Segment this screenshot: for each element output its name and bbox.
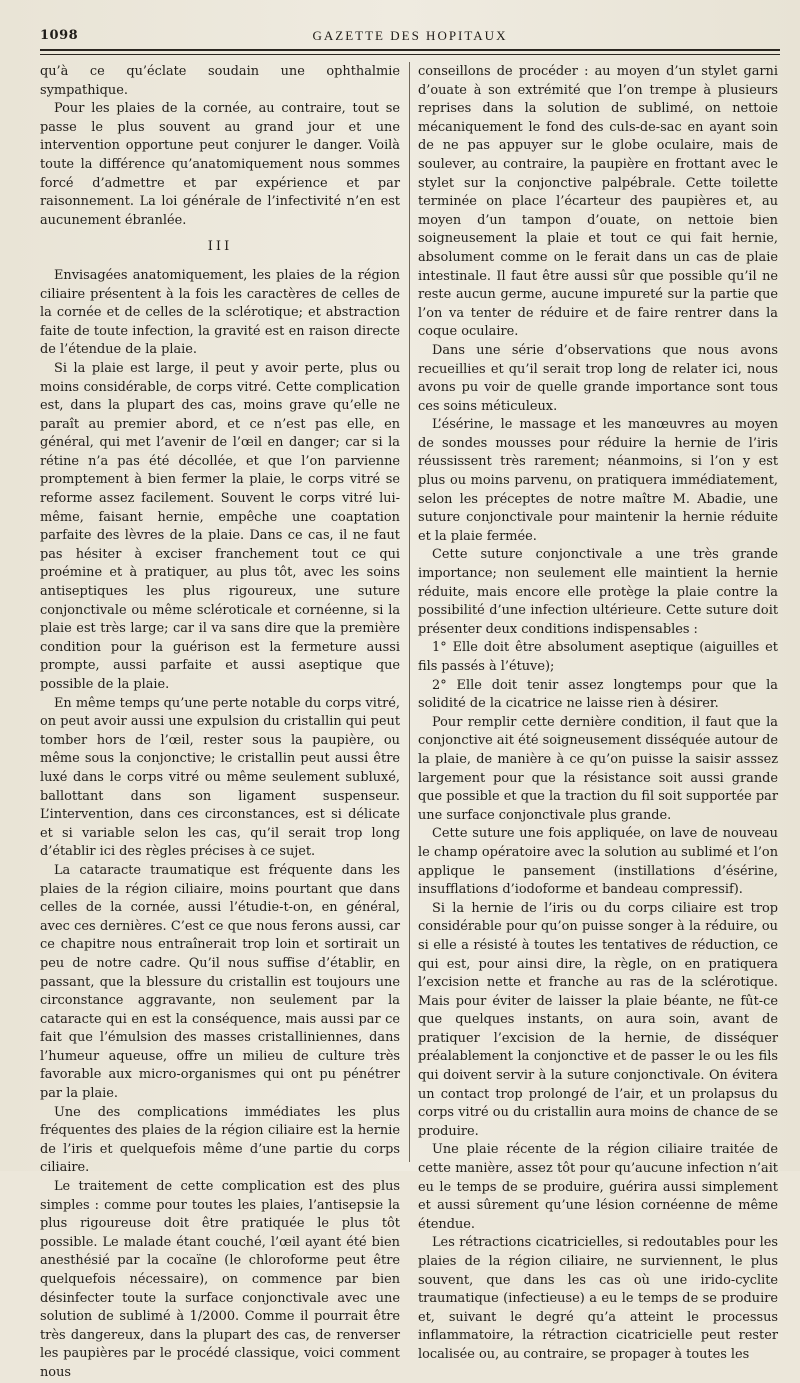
paragraph: conseillons de procéder : au moyen d’un stylet garni d’ouate à son extrémité que l’on trempe à plusieurs reprises dans la solution de sublimé, on nettoie mécaniquement le fond des culs-de-sac en ayant soin de ne pas appuyer sur le globe oculaire, mais de soulever, au contraire, la paupière en frottant avec le stylet sur la conjonctive palpébrale. Cette toilette terminée on place l’écarteur des paupières et, au moyen d’un tampon d’ouate, on nettoie bien soigneusement la plaie et tout ce qui fait hernie, absolument comme on le ferait dans un cas de plaie intestinale. Il faut être aussi sûr que possible qu’il ne reste aucun germe, aucune impureté sur la partie que l’on va tenter de réduire et de faire rentrer dans la coque oculaire.	[418, 64, 778, 340]
paragraph: Envisagées anatomiquement, les plaies de la région ciliaire présentent à la fois les caractères de celles de la cornée et de celles de la sclérotique; et abstraction faite de toute infection, la gravité est en raison directe de l’étendue de la plaie.	[40, 267, 400, 358]
paragraph: Le traitement de cette complication est des plus simples : comme pour toutes les plaies, l’antisepsie la plus rigoureuse doit être pratiquée le plus tôt possible. Le malade étant couché, l’œil ayant été bien anesthésié par la cocaïne (le chloroforme peut être quelquefois nécessaire), on commence par bien désinfecter toute la surface conjonctivale avec une solution de sublimé à 1/2000. Comme il pourrait être très dangereux, dans la plupart des cas, de renverser les paupières par le procédé classique, voici comment nous	[40, 1179, 400, 1380]
header-rule-thin	[40, 54, 780, 55]
paragraph: Cette suture une fois appliquée, on lave de nouveau le champ opératoire avec la solution au sublimé et l’on applique le pansement (instillations d’ésérine, insufflations d’iodoforme et bandeau compressif).	[418, 826, 778, 898]
paragraph: Pour les plaies de la cornée, au contraire, tout se passe le plus souvent au grand jour et une intervention opportune peut conjurer le danger. Voilà toute la différence qu’anatomiquement nous sommes forcé d’admettre et par expérience et par raisonnement. La loi générale de l’infectivité n’en est aucunement ébranlée.	[40, 101, 400, 228]
running-title: GAZETTE DES HOPITAUX	[312, 28, 508, 43]
paragraph: Si la plaie est large, il peut y avoir perte, plus ou moins considérable, de corps vitré. Cette complication est, dans la plupart des cas, moins grave qu’elle ne paraît au premier abord, et ce n’est pas elle, en général, qui met l’avenir de l’œil en danger; car si la rétine n’a pas été décollée, et que l’on parvienne promptement à bien fermer la plaie, le corps vitré se reforme assez facilement. Souvent le corps vitré lui-même, faisant hernie, empêche une coaptation parfaite des lèvres de la plaie. Dans ce cas, il ne faut pas hésiter à exciser franchement tout ce qui proémine et à pratiquer, au plus tôt, avec les soins antiseptiques les plus rigoureux, une suture conjonctivale ou même scléroticale et cornéenne, si la plaie est très large; car il va sans dire que la première condition pour la guérison est la fermeture aussi prompte, aussi parfaite et aussi aseptique que possible de la plaie.	[40, 360, 400, 692]
list-item: 1° Elle doit être absolument aseptique (aiguilles et fils passés à l’étuve);	[418, 640, 778, 674]
paragraph: Cette suture conjonctivale a une très grande importance; non seulement elle maintient la hernie réduite, mais encore elle protège la plaie contre la possibilité d’une infection ultérieure. Cette suture doit présenter deux conditions indispensables :	[418, 547, 778, 637]
list-item: 2° Elle doit tenir assez longtemps pour que la solidité de la cicatrice ne laisse rien à désirer.	[418, 677, 778, 712]
paragraph: En même temps qu’une perte notable du corps vitré, on peut avoir aussi une expulsion du cristallin qui peut tomber hors de l’œil, rester sous la paupière, ou même sous la conjonctive; le cristallin peut aussi être luxé dans le corps vitré ou même seulement subluxé, ballottant dans son ligament suspenseur. L’intervention, dans ces circonstances, est si délicate et si variable selon les cas, qu’il serait trop long d’établir ici des règles précises à ce sujet.	[40, 695, 400, 860]
paragraph: Une des complications immédiates les plus fréquentes des plaies de la région ciliaire est la hernie de l’iris et quelquefois même d’une partie du corps ciliaire.	[40, 1104, 400, 1176]
paragraph: Pour remplir cette dernière condition, il faut que la conjonctive ait été soigneusement disséquée autour de la plaie, de manière à ce qu’on puisse la saisir asssez largement pour que la résistance soit aussi grande que possible et que la traction du fil soit supportée par une surface conjonctivale plus grande.	[418, 714, 778, 823]
right-column	[418, 63, 778, 1365]
page-header	[40, 28, 780, 48]
paragraph: L’ésérine, le massage et les manœuvres au moyen de sondes mousses pour réduire la hernie de l’iris réussissent très rarement; néanmoins, si l’on y est plus ou moins parvenu, on pratiquera immédiatement, selon les préceptes de notre maître M. Abadie, une suture conjonctivale pour maintenir la hernie réduite et la plaie fermée.	[418, 417, 778, 544]
paragraph: La cataracte traumatique est fréquente dans les plaies de la région ciliaire, moins pourtant que dans celles de la cornée, aussi l’étudie-t-on, en général, avec ces dernières. C’est ce que nous ferons aussi, car ce chapitre nous entraînerait trop loin et sortirait un peu de notre cadre. Qu’il nous suffise d’établir, en passant, que la blessure du cristallin est toujours une circonstance aggravante, non seulement par la cataracte qui en est la conséquence, mais aussi par ce fait que l’émulsion des masses cristalliniennes, dans l’humeur aqueuse, offre un milieu de culture très favorable aux micro-organismes qui ont pu pénétrer par la plaie.	[40, 862, 400, 1102]
paragraph: Une plaie récente de la région ciliaire traitée de cette manière, assez tôt pour qu’aucune infection n’ait eu le temps de se produire, guérira aussi simplement et aussi sûrement qu’une lésion cornéenne de même étendue.	[418, 1142, 778, 1232]
header-rule-thick	[40, 49, 780, 51]
paragraph: qu’à ce qu’éclate soudain une ophthalmie sympathique.	[40, 64, 400, 98]
paragraph: Les rétractions cicatricielles, si redoutables pour les plaies de la région ciliaire, ne surviennent, le plus souvent, que dans les cas où une irido-cyclite traumatique (infectieuse) a eu le temps de se produire et, suivant le degré qu’a atteint le processus inflammatoire, la rétraction cicatricielle peut rester localisée ou, au contraire, se propager à toutes les	[418, 1235, 778, 1362]
paragraph: Dans une série d’observations que nous avons recueillies et qu’il serait trop long de relater ici, nous avons pu voir de quelle grande importance sont tous ces soins méticuleux.	[418, 342, 778, 414]
paragraph: Si la hernie de l’iris ou du corps ciliaire est trop considérable pour qu’on puisse songer à la réduire, ou si elle a résisté à toutes les tentatives de réduction, ce qui est, pour ainsi dire, la règle, on en pratiquera l’excision nette et franche au ras de la sclérotique. Mais pour éviter de laisser la plaie béante, ne fût-ce que quelques instants, on aura soin, avant de pratiquer l’excision de la hernie, de disséquer préalablement la conjonctive et de passer le ou les fils qui doivent servir à la suture conjonctivale. On évitera un contact trop prolongé de l’air, et un prolapsus du corps vitré ou du cristallin aura moins de chance de se produire.	[418, 900, 778, 1139]
left-column	[40, 63, 400, 1383]
page-number: 1098	[40, 28, 79, 43]
column-separator	[409, 62, 410, 1162]
section-heading: III	[207, 239, 233, 255]
